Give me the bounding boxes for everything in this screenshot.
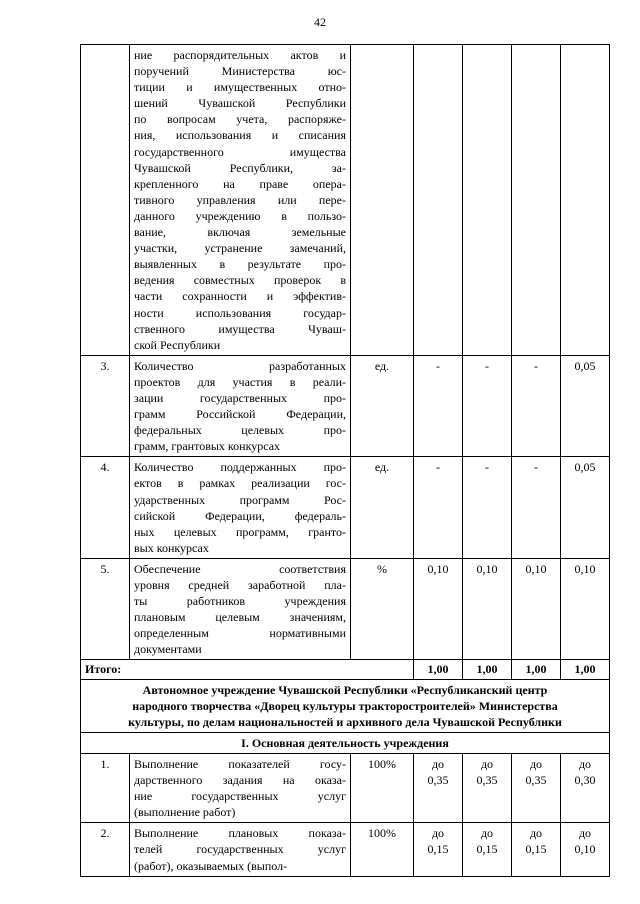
- value-text: 0,35: [525, 773, 547, 788]
- indicator-name-line: данного учреждению в пользо-: [134, 208, 346, 223]
- value-text: 0,35: [476, 773, 498, 788]
- value-text: 0,10: [427, 561, 449, 576]
- row-number: 5.: [81, 558, 130, 660]
- indicator-name-line: поручений Министерства юс-: [134, 64, 346, 79]
- value-text: -: [485, 358, 489, 373]
- unit-cell: 100%: [351, 753, 414, 822]
- indicator-name-cell: [130, 457, 351, 559]
- indicators-table: [80, 44, 610, 877]
- value-text: до: [529, 756, 543, 771]
- section-title: I. Основная деятельность учреждения: [81, 732, 610, 753]
- total-value: 1,00: [512, 660, 561, 679]
- value-cell: [512, 823, 561, 876]
- value-cell: [512, 558, 561, 660]
- value-text: -: [436, 358, 440, 373]
- unit-cell: [351, 45, 414, 356]
- indicator-name-line: определенным нормативными: [134, 626, 346, 641]
- indicator-name-line: выявленных в результате про-: [134, 257, 346, 272]
- value-cell: [463, 457, 512, 559]
- value-cell: [561, 823, 610, 876]
- value-cell: [512, 45, 561, 356]
- table-row: [81, 355, 610, 457]
- indicator-name-cell: [130, 45, 351, 356]
- indicator-name-line: участки, устранение замечаний,: [134, 241, 346, 256]
- indicator-name-line: ных целевых программ, гранто-: [134, 524, 346, 539]
- value-cell: [463, 558, 512, 660]
- table-row: [81, 558, 610, 660]
- value-cell: [414, 558, 463, 660]
- value-text: 0,10: [574, 561, 596, 576]
- indicator-name-cell: [130, 355, 351, 457]
- unit-cell: %: [351, 558, 414, 660]
- unit-cell: 100%: [351, 823, 414, 876]
- value-text: до: [480, 826, 494, 841]
- indicator-name-line: плановым целевым значениям,: [134, 610, 346, 625]
- value-text: 0,30: [574, 773, 596, 788]
- value-text: 0,10: [525, 561, 547, 576]
- row-number: 3.: [81, 355, 130, 457]
- indicator-name-line: ние распорядительных актов и: [134, 48, 346, 62]
- indicator-name-line: крепленного на праве опера-: [134, 176, 346, 191]
- page-number: 42: [314, 15, 326, 29]
- indicator-name-line: ние государственных услуг: [134, 789, 346, 804]
- value-text: 0,10: [574, 842, 596, 857]
- value-text: до: [431, 756, 445, 771]
- value-text: до: [431, 826, 445, 841]
- row-number: 4.: [81, 457, 130, 559]
- table-row-continuation: [81, 45, 610, 356]
- value-text: -: [534, 460, 538, 475]
- value-text: -: [436, 460, 440, 475]
- value-cell: [463, 823, 512, 876]
- table-body: [81, 45, 610, 877]
- total-label: Итого:: [81, 660, 414, 679]
- value-cell: [414, 457, 463, 559]
- indicator-name-line: телей государственных услуг: [134, 842, 346, 857]
- value-text: 0,10: [476, 561, 498, 576]
- value-cell: [414, 355, 463, 457]
- section-row: [81, 732, 610, 753]
- value-text: -: [485, 460, 489, 475]
- value-cell: [414, 823, 463, 876]
- indicator-name-line: вание, включая земельные: [134, 225, 346, 240]
- indicator-name-line: Выполнение плановых показа-: [134, 826, 346, 841]
- indicator-name-line: Чувашской Республики, за-: [134, 160, 346, 175]
- value-text: 0,15: [476, 842, 498, 857]
- indicator-name-line: Количество поддержанных про-: [134, 460, 346, 475]
- value-cell: [561, 45, 610, 356]
- table-row: [81, 753, 610, 822]
- institution-heading: [81, 679, 610, 732]
- table-row: [81, 457, 610, 559]
- row-number-cell: [81, 45, 130, 356]
- indicator-name-line: проектов для участия в реали-: [134, 374, 346, 389]
- row-number: 2.: [81, 823, 130, 876]
- institution-heading-line: Автономное учреждение Чувашской Республики «Республиканский центр: [142, 682, 548, 697]
- indicator-name-line: ведения совместных проверок в: [134, 273, 346, 288]
- value-text: 0,05: [574, 460, 596, 475]
- indicator-name-cell: [130, 823, 351, 876]
- indicator-name-line: вых конкурсах: [134, 540, 209, 555]
- indicator-name-cell: [130, 558, 351, 660]
- indicator-name-line: ектов в рамках реализации гос-: [134, 476, 346, 491]
- indicator-name-line: грамм, грантовых конкурсах: [134, 439, 281, 454]
- value-text: -: [534, 358, 538, 373]
- value-text: 0,05: [574, 358, 596, 373]
- indicator-name-line: государственного имущества: [134, 144, 346, 159]
- total-value: 1,00: [414, 660, 463, 679]
- value-text: 0,15: [427, 842, 449, 857]
- indicator-name-line: по вопросам учета, распоряже-: [134, 112, 346, 127]
- indicator-name-line: федеральных целевых про-: [134, 423, 346, 438]
- indicator-name-line: сийской Федерации, федераль-: [134, 508, 346, 523]
- indicator-name-line: тивного управления или пере-: [134, 192, 346, 207]
- indicator-name-line: части сохранности и эффектив-: [134, 289, 346, 304]
- indicator-name-line: ния, использования и списания: [134, 128, 346, 143]
- total-value: 1,00: [561, 660, 610, 679]
- table-row: [81, 823, 610, 876]
- indicator-name-cell: [130, 753, 351, 822]
- institution-heading-line: народного творчества «Дворец культуры тракторостроителей» Министерства: [132, 698, 558, 713]
- indicator-name-line: грамм Российской Федерации,: [134, 407, 346, 422]
- value-cell: [512, 753, 561, 822]
- value-text: до: [480, 756, 494, 771]
- value-cell: [463, 753, 512, 822]
- indicator-name-line: ности использования государ-: [134, 305, 346, 320]
- indicator-name-line: Количество разработанных: [134, 358, 346, 373]
- value-cell: [414, 45, 463, 356]
- total-row: [81, 660, 610, 679]
- value-cell: [512, 355, 561, 457]
- indicator-name-line: (выполнение работ): [134, 805, 236, 820]
- indicator-name-line: зации государственных про-: [134, 390, 346, 405]
- indicator-name-line: (работ), оказываемых (выпол-: [134, 858, 288, 873]
- value-cell: [561, 753, 610, 822]
- institution-heading-row: [81, 679, 610, 732]
- indicator-name-line: уровня средней заработной пла-: [134, 578, 346, 592]
- row-number: 1.: [81, 753, 130, 822]
- value-cell: [561, 355, 610, 457]
- value-text: до: [529, 826, 543, 841]
- indicator-name-line: ственного имущества Чуваш-: [134, 321, 346, 336]
- value-text: до: [578, 756, 592, 771]
- unit-cell: ед.: [351, 457, 414, 559]
- value-text: 0,35: [427, 773, 449, 788]
- indicator-name-line: тиции и имущественных отно-: [134, 80, 346, 95]
- indicator-name-line: Обеспечение соответствия: [134, 561, 346, 576]
- indicator-name-line: ской Республики: [134, 337, 221, 352]
- indicator-name-line: ты работников учреждения: [134, 594, 346, 609]
- indicator-name-line: шений Чувашской Республики: [134, 96, 346, 111]
- value-cell: [463, 355, 512, 457]
- value-cell: [463, 45, 512, 356]
- indicator-name-line: документами: [134, 642, 202, 657]
- institution-heading-line: культуры, по делам национальностей и архивного дела Чувашской Республики: [128, 714, 562, 729]
- value-text: до: [578, 826, 592, 841]
- unit-cell: ед.: [351, 355, 414, 457]
- value-text: 0,15: [525, 842, 547, 857]
- indicator-name-line: дарственного задания на оказа-: [134, 773, 346, 788]
- total-value: 1,00: [463, 660, 512, 679]
- value-cell: [414, 753, 463, 822]
- value-cell: [561, 558, 610, 660]
- indicator-name-line: Выполнение показателей госу-: [134, 756, 346, 771]
- indicator-name-line: ударственных программ Рос-: [134, 492, 346, 507]
- value-cell: [561, 457, 610, 559]
- value-cell: [512, 457, 561, 559]
